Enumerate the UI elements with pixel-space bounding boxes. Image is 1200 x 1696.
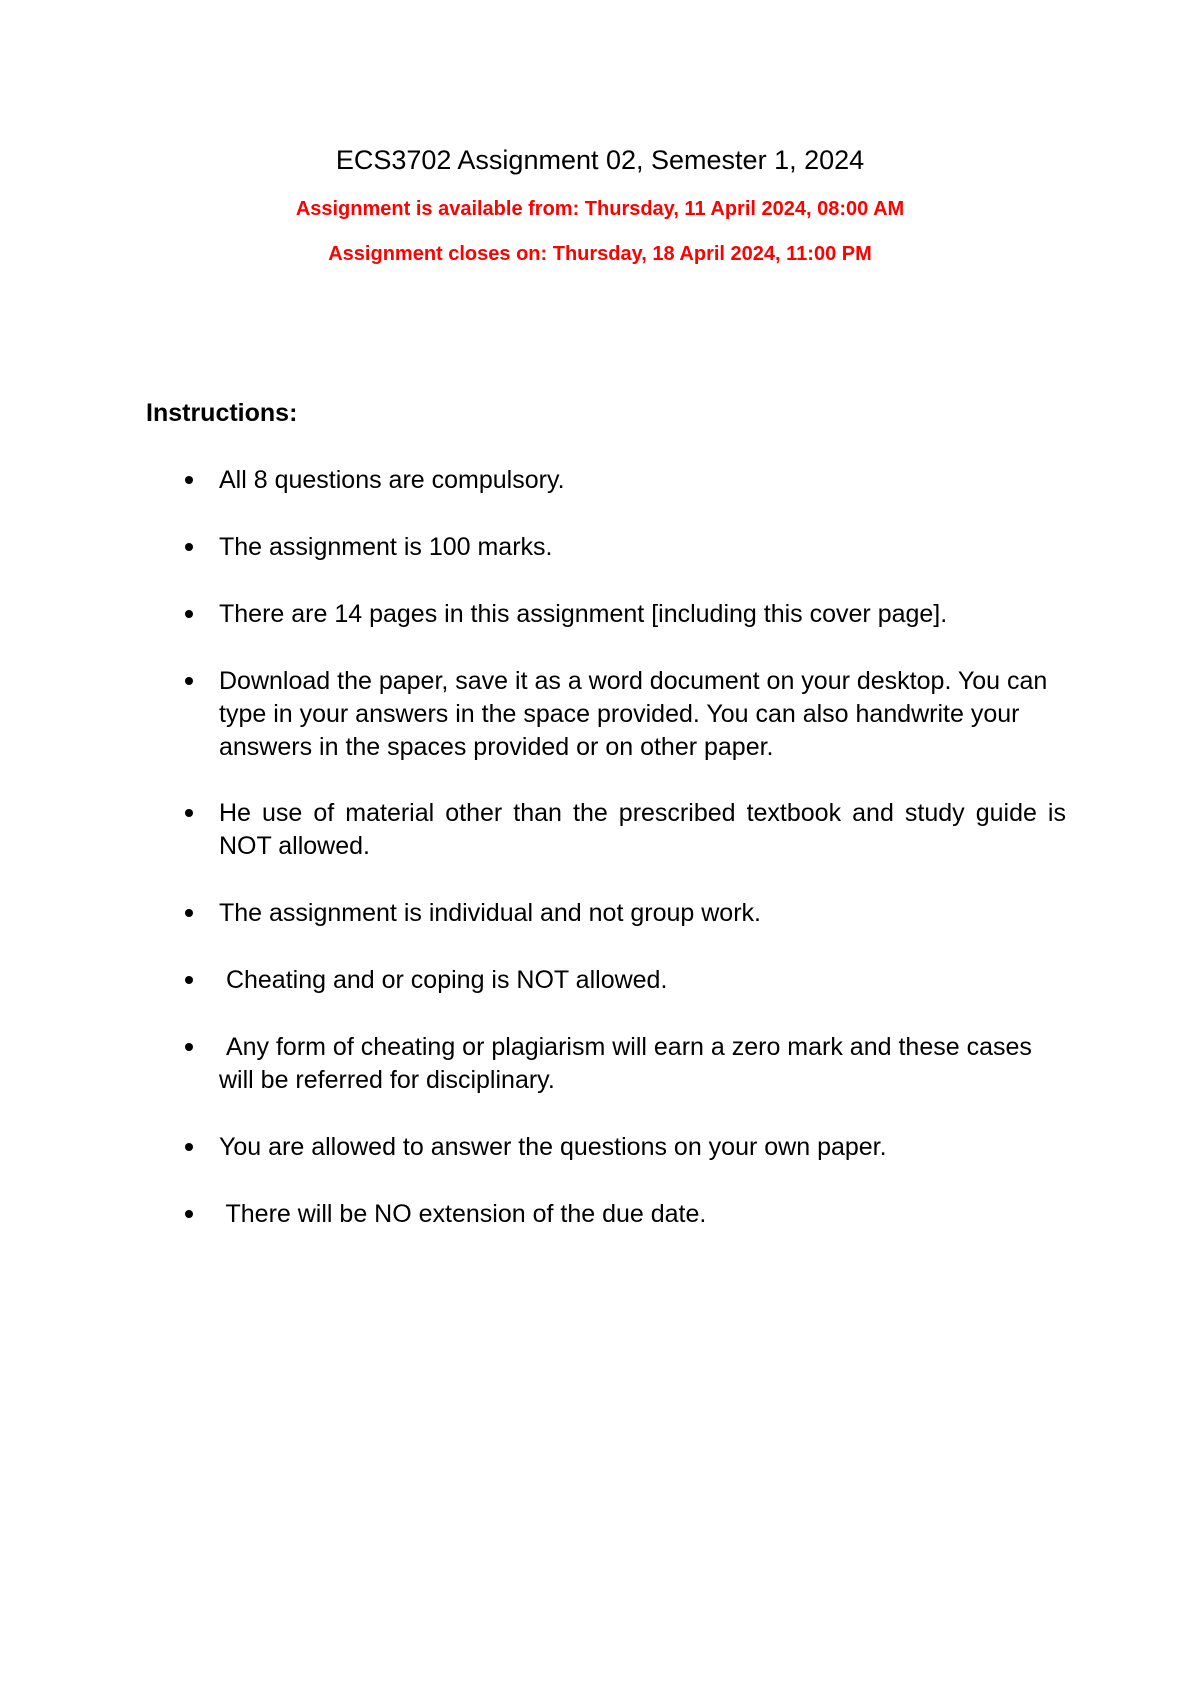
instruction-text: There will be NO extension of the due date. [219, 1200, 707, 1228]
instructions-heading: Instructions: [146, 399, 298, 427]
bullet-icon [185, 476, 193, 484]
bullet-icon [185, 809, 193, 817]
bullet-icon [185, 1043, 193, 1051]
instruction-text: The assignment is individual and not group work. [219, 899, 761, 927]
bullet-icon [185, 1210, 193, 1218]
document-title: ECS3702 Assignment 02, Semester 1, 2024 [335, 145, 865, 175]
closing-notice: Assignment closes on: Thursday, 18 April 2024, 11:00 PM [328, 243, 872, 265]
bullet-icon [185, 909, 193, 917]
bullet-icon [185, 1143, 193, 1151]
instruction-text: The assignment is 100 marks. [219, 533, 553, 561]
bullet-icon [185, 677, 193, 685]
instruction-text: He use of material other than the prescribed textbook and study guide is NOT allowed. [219, 799, 1066, 860]
instruction-text: Cheating and or coping is NOT allowed. [219, 966, 668, 994]
instruction-text: All 8 questions are compulsory. [219, 466, 565, 494]
instruction-text: You are allowed to answer the questions on your own paper. [219, 1133, 887, 1161]
instruction-text: There are 14 pages in this assignment [including this cover page]. [219, 600, 948, 628]
bullet-icon [185, 543, 193, 551]
bullet-icon [185, 976, 193, 984]
availability-notice: Assignment is available from: Thursday, 11 April 2024, 08:00 AM [295, 198, 905, 220]
instruction-text: Any form of cheating or plagiarism will earn a zero mark and these cases will be referred for disciplinary. [219, 1033, 1039, 1094]
bullet-icon [185, 610, 193, 618]
instruction-text: Download the paper, save it as a word document on your desktop. You can type in your answers in the space provided. You can also handwrite your answers in the spaces provided or on other paper. [219, 667, 1048, 761]
